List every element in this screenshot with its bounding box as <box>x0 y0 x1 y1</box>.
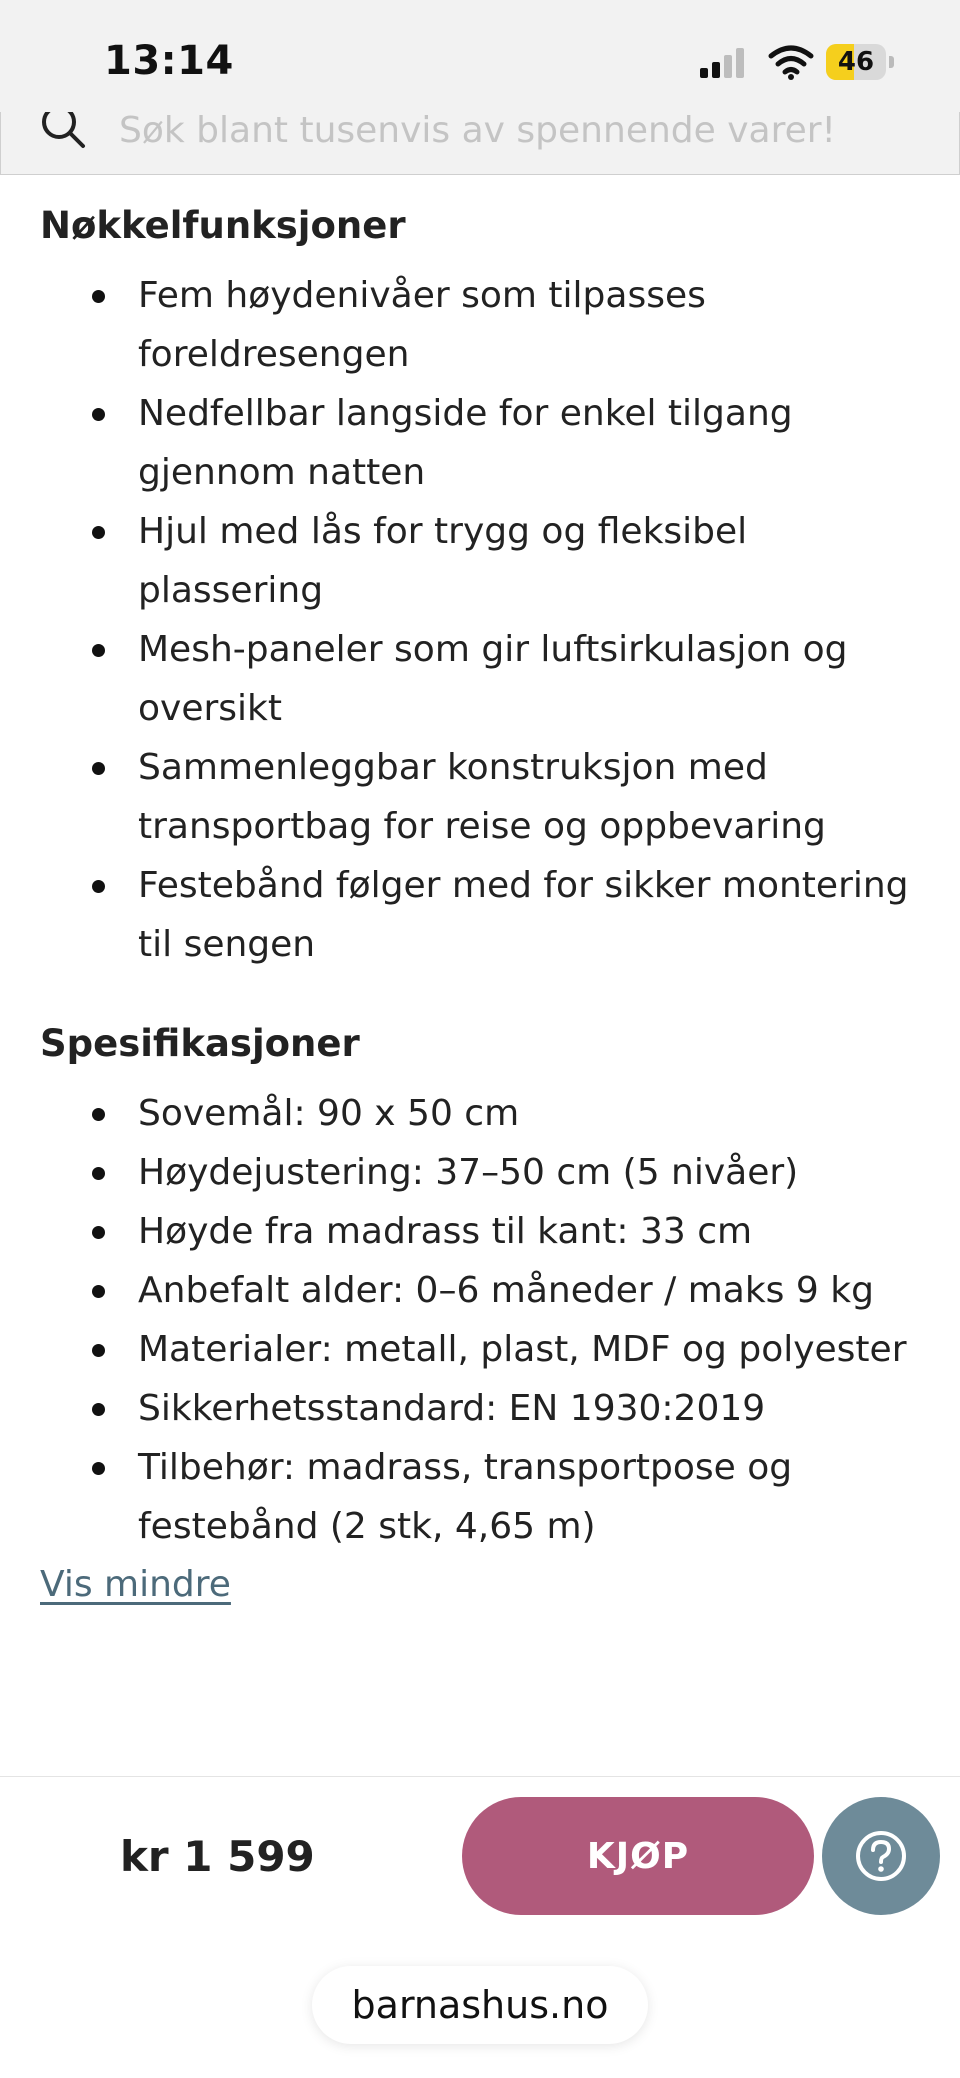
key-features-heading: Nøkkelfunksjoner <box>40 204 406 247</box>
key-features-list <box>40 266 920 974</box>
list-item: Sovemål: 90 x 50 cm <box>138 1084 920 1143</box>
list-item: Anbefalt alder: 0–6 måneder / maks 9 kg <box>138 1261 920 1320</box>
search-input[interactable] <box>119 112 939 152</box>
url-text: barnashus.no <box>351 1983 609 2027</box>
list-item: Høyde fra madrass til kant: 33 cm <box>138 1202 920 1261</box>
list-item: Hjul med lås for trygg og fleksibel plassering <box>138 502 920 620</box>
specifications-heading: Spesifikasjoner <box>40 1022 360 1065</box>
question-icon <box>855 1830 907 1882</box>
divider <box>0 1776 960 1777</box>
list-item: Høydejustering: 37–50 cm (5 nivåer) <box>138 1143 920 1202</box>
buy-button[interactable]: KJØP <box>462 1797 814 1915</box>
list-item: Materialer: metall, plast, MDF og polyester <box>138 1320 920 1379</box>
search-icon[interactable] <box>37 112 89 154</box>
wifi-icon <box>768 44 814 80</box>
list-item: Sikkerhetsstandard: EN 1930:2019 <box>138 1379 920 1438</box>
product-description <box>40 200 920 1610</box>
help-button[interactable] <box>822 1797 940 1915</box>
list-item: Fem høydenivåer som tilpasses foreldresengen <box>138 266 920 384</box>
battery-level: 46 <box>837 47 875 77</box>
status-bar <box>0 0 960 120</box>
list-item: Festebånd følger med for sikker montering til sengen <box>138 856 920 974</box>
list-item: Tilbehør: madrass, transportpose og festebånd (2 stk, 4,65 m) <box>138 1438 920 1556</box>
search-bar <box>0 112 960 175</box>
list-item: Sammenleggbar konstruksjon med transportbag for reise og oppbevaring <box>138 738 920 856</box>
specifications-list <box>40 1084 920 1556</box>
battery-icon <box>826 44 894 80</box>
list-item: Nedfellbar langside for enkel tilgang gjennom natten <box>138 384 920 502</box>
browser-url-bar[interactable] <box>312 1966 648 2044</box>
list-item: Mesh-paneler som gir luftsirkulasjon og oversikt <box>138 620 920 738</box>
status-time: 13:14 <box>104 38 234 84</box>
show-less-link[interactable]: Vis mindre <box>40 1564 231 1605</box>
price: kr 1 599 <box>120 1832 315 1881</box>
cellular-signal-icon <box>700 48 748 78</box>
